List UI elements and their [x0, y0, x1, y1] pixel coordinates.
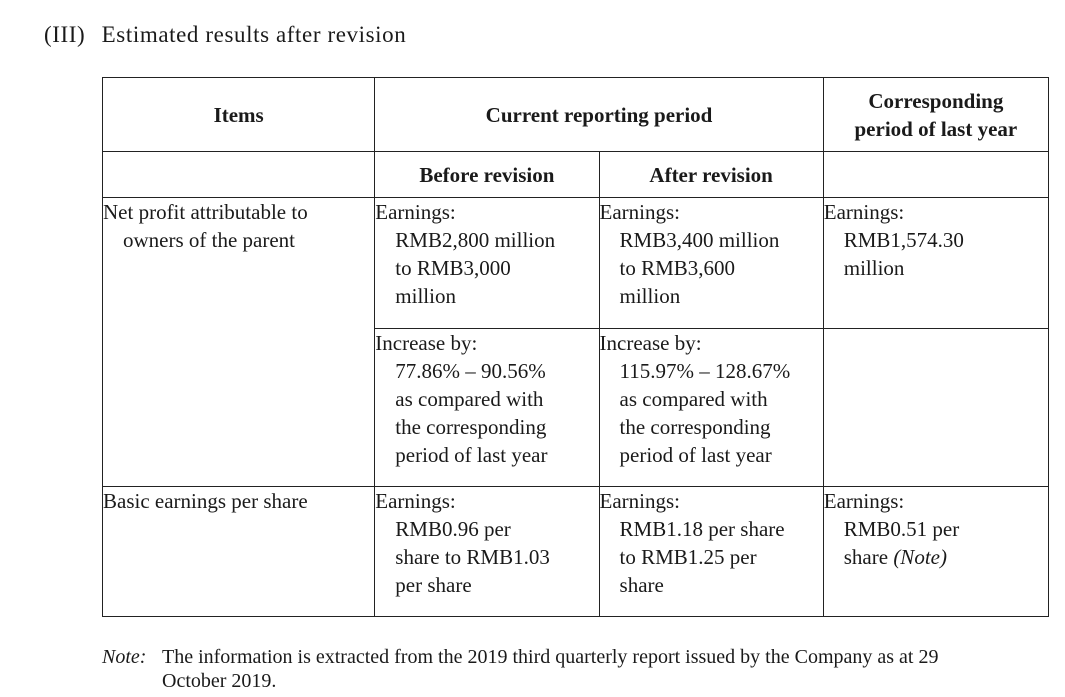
net-profit-label-line1: Net profit attributable to	[103, 200, 308, 224]
net-profit-after-increase	[599, 329, 823, 487]
results-table	[102, 77, 1049, 617]
header-row-2	[103, 152, 1049, 198]
net-profit-before-earnings	[375, 198, 599, 329]
footnote	[102, 645, 1052, 693]
cell-line: RMB0.96 per	[395, 517, 511, 541]
net-profit-last-year-increase-blank	[823, 329, 1048, 487]
cell-line: share to RMB1.03	[395, 545, 550, 569]
cell-line-text: share	[843, 545, 894, 569]
net-profit-before-increase	[375, 329, 599, 487]
header-corresponding-line2: period of last year	[854, 116, 1018, 141]
cell-line: the corresponding	[619, 415, 771, 439]
cell-line: RMB1.18 per share	[619, 517, 785, 541]
section-title: Estimated results after revision	[101, 22, 407, 47]
cell-line: 77.86% – 90.56%	[395, 359, 546, 383]
net-profit-last-year-earnings	[823, 198, 1048, 329]
header-current-period: Current reporting period	[375, 78, 823, 152]
header-blank-items	[103, 152, 375, 198]
cell-line: to RMB3,000	[395, 256, 511, 280]
header-before-revision: Before revision	[375, 152, 599, 198]
cell-lead: Earnings:	[599, 489, 680, 513]
cell-line: RMB0.51 per	[843, 517, 960, 541]
cell-lead: Earnings:	[599, 200, 680, 224]
cell-line: share	[619, 573, 664, 597]
header-blank-last-year	[823, 152, 1048, 198]
cell-lead: Increase by:	[599, 331, 702, 355]
cell-line: RMB3,400 million	[619, 228, 780, 252]
cell-lead: Earnings:	[823, 200, 905, 224]
cell-lead: Earnings:	[823, 489, 905, 513]
section-number: (III)	[44, 22, 86, 47]
cell-line: 115.97% – 128.67%	[619, 359, 791, 383]
cell-line: to RMB3,600	[619, 256, 736, 280]
net-profit-label-line2: owners of the parent	[123, 228, 296, 252]
eps-before	[375, 487, 599, 617]
cell-lead: Earnings:	[375, 200, 456, 224]
cell-line: period of last year	[619, 443, 772, 467]
net-profit-earnings-row	[103, 198, 1049, 329]
header-after-revision: After revision	[599, 152, 823, 198]
cell-line: per share	[395, 573, 472, 597]
cell-line: million	[619, 284, 681, 308]
cell-line: as compared with	[619, 387, 768, 411]
footnote-text-line1: The information is extracted from the 2019 third quarterly report issued by the Company as at 29	[162, 646, 939, 668]
eps-last-year	[823, 487, 1048, 617]
cell-line-with-note	[824, 543, 1048, 571]
header-corresponding-line1: Corresponding	[868, 88, 1004, 113]
cell-line: as compared with	[395, 387, 544, 411]
net-profit-label	[103, 198, 375, 487]
cell-line: to RMB1.25 per	[619, 545, 757, 569]
eps-after	[599, 487, 823, 617]
footnote-label: Note:	[102, 646, 147, 668]
cell-line: RMB2,800 million	[395, 228, 556, 252]
header-corresponding-period	[823, 78, 1048, 152]
header-row-1	[103, 78, 1049, 152]
cell-lead: Increase by:	[375, 331, 478, 355]
cell-line: period of last year	[395, 443, 548, 467]
cell-line: RMB1,574.30	[843, 228, 964, 252]
cell-line: million	[843, 256, 905, 280]
header-items: Items	[103, 78, 375, 152]
note-reference: (Note)	[893, 545, 947, 569]
net-profit-after-earnings	[599, 198, 823, 329]
section-heading	[44, 22, 406, 48]
eps-label: Basic earnings per share	[103, 487, 375, 617]
cell-line: the corresponding	[395, 415, 547, 439]
cell-line: million	[395, 284, 456, 308]
cell-lead: Earnings:	[375, 489, 456, 513]
footnote-text-line2: October 2019.	[162, 670, 277, 692]
eps-row	[103, 487, 1049, 617]
